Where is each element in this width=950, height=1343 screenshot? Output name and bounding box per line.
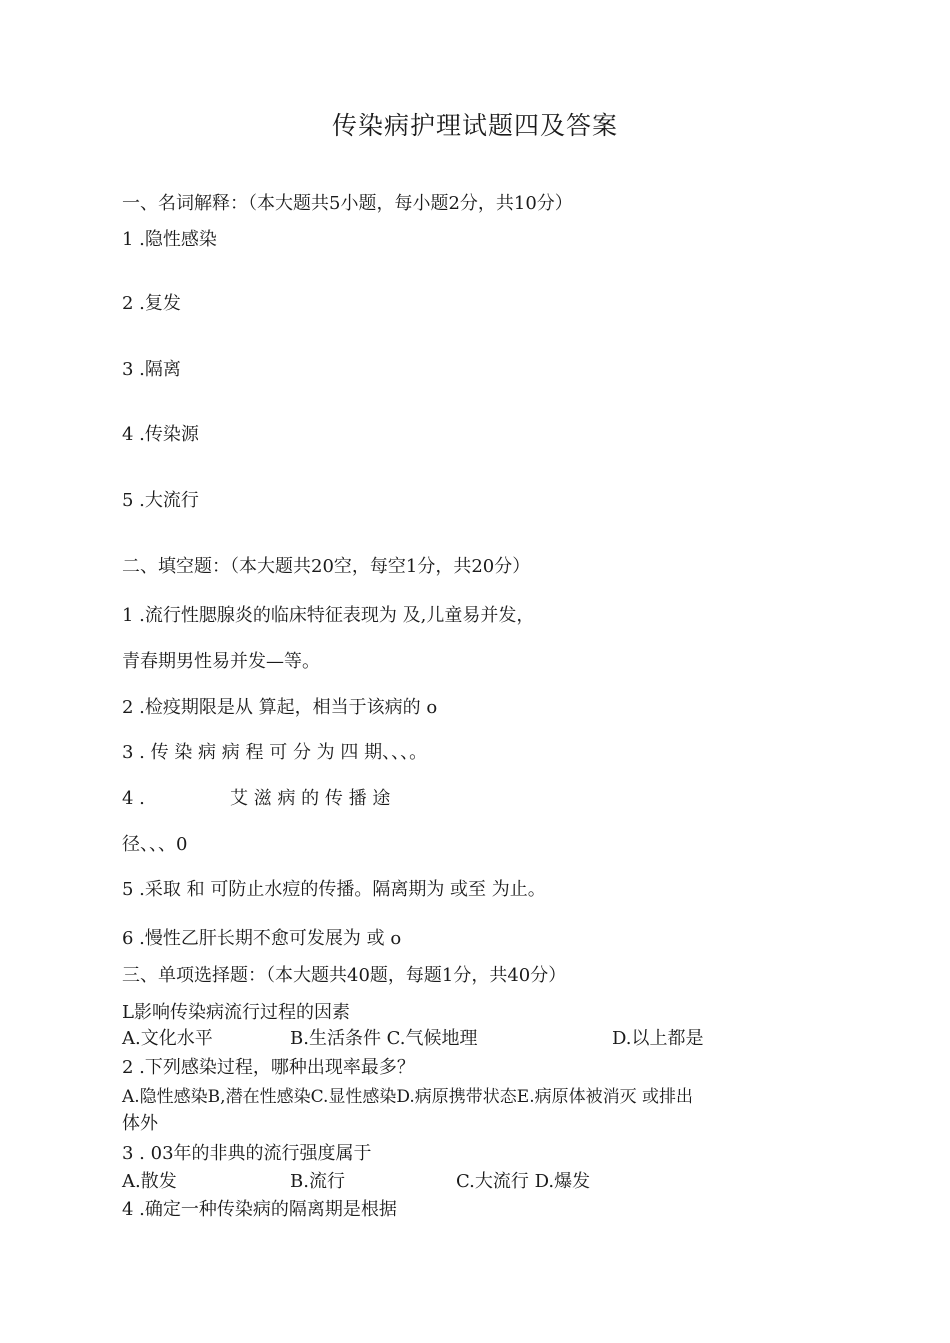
section2-heading: 二、填空题：（本大题共20空，每空1分，共20分） [122,556,531,577]
option-b: B.流行 [290,1171,345,1192]
page-title: 传染病护理试题四及答案 [331,111,618,140]
fill-question-2: 2 .检疫期限是从 算起，相当于该病的 o [122,697,438,718]
choice-question-2-options-line1: A.隐性感染B,潜在性感染C.显性感染D.病原携带状态E.病原体被消灭 或排出 [122,1087,694,1107]
fill-question-6: 6 .慢性乙肝长期不愈可发展为 或 o [122,928,402,949]
option-c-d: C.大流行 D.爆发 [456,1171,591,1192]
choice-question-3: 3 . 03年的非典的流行强度属于 [122,1143,372,1164]
term-item-5: 5 .大流行 [122,490,199,511]
fill-question-3: 3 . 传 染 病 病 程 可 分 为 四 期、、、。 [122,742,428,763]
term-item-4: 4 .传染源 [122,424,199,445]
section3-heading: 三、单项选择题：（本大题共40题，每题1分，共40分） [122,965,567,986]
term-item-1: 1 .隐性感染 [122,229,217,250]
fill-question-5: 5 .采取 和 可防止水痘的传播。隔离期为 或至 为止。 [122,879,546,900]
choice-question-3-options [122,1170,842,1194]
choice-question-2-options-line2: 体外 [122,1113,158,1134]
option-a: A.散发 [122,1171,177,1192]
option-a: A.文化水平 [122,1028,213,1049]
choice-question-1-options [122,1027,842,1051]
choice-question-4: 4 .确定一种传染病的隔离期是根据 [122,1199,397,1220]
section1-heading: 一、名词解释：（本大题共5小题，每小题2分，共10分） [122,193,573,214]
term-item-3: 3 .隔离 [122,359,181,380]
choice-question-1: L影响传染病流行过程的因素 [122,1002,350,1023]
fill-question-4-line2: 径、、、0 [122,834,188,855]
fill-question-1-line2: 青春期男性易并发—等。 [122,651,320,672]
fill-question-4-text: 艾 滋 病 的 传 播 途 [230,788,391,809]
choice-question-2: 2 .下列感染过程，哪种出现率最多？ [122,1057,415,1078]
option-b-c: B.生活条件 C.气候地理 [290,1028,478,1049]
term-item-2: 2 .复发 [122,293,181,314]
fill-question-4-number: 4 . [122,788,145,809]
fill-question-1-line1: 1 .流行性腮腺炎的临床特征表现为 及,儿童易并发， [122,605,535,626]
option-d: D.以上都是 [612,1028,704,1049]
